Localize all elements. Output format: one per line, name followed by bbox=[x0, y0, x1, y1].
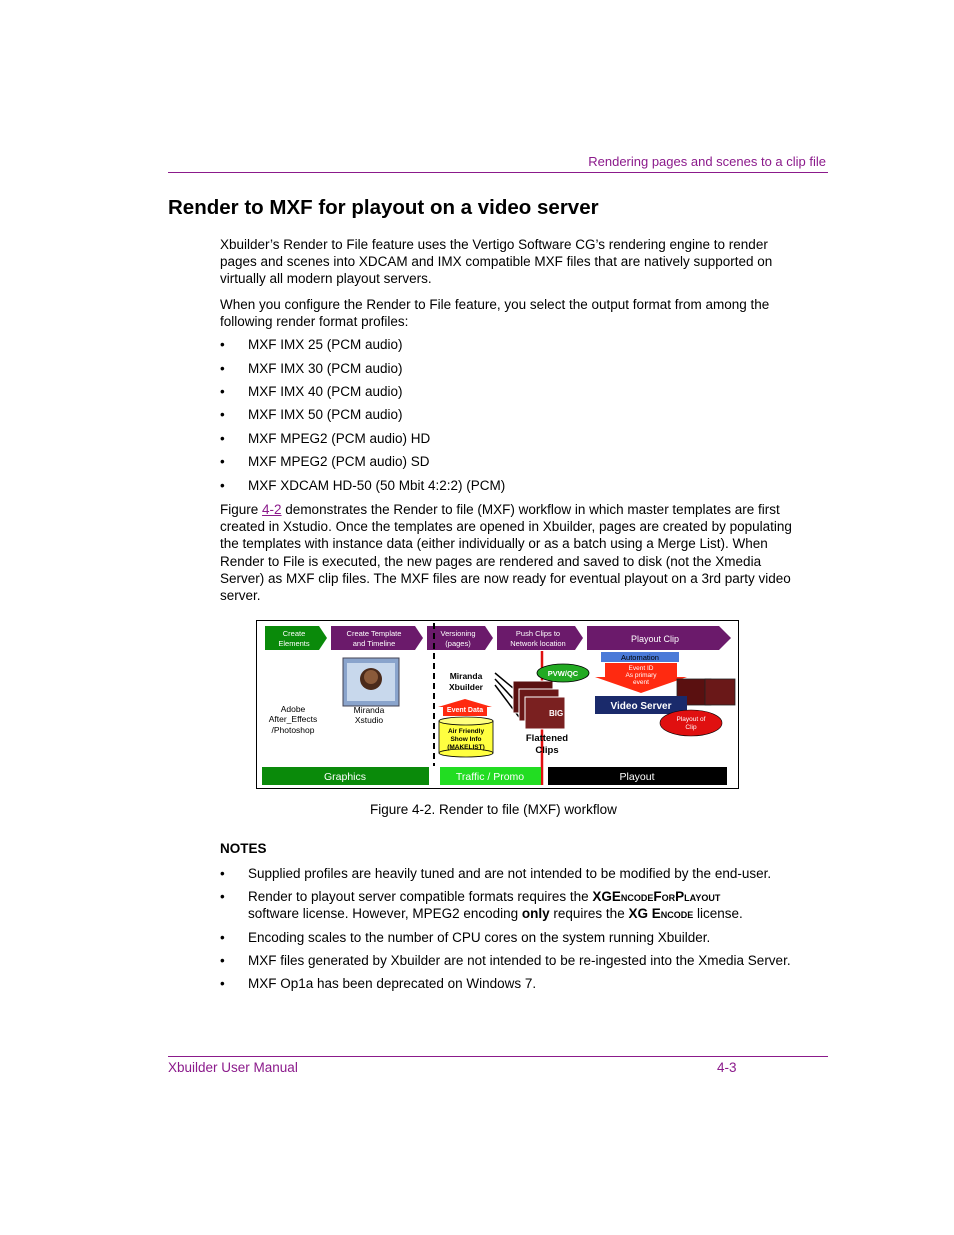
svg-text:Event ID: Event ID bbox=[628, 665, 654, 672]
svg-text:and Timeline: and Timeline bbox=[352, 639, 396, 648]
svg-text:Automation: Automation bbox=[621, 653, 659, 662]
svg-text:Flattened: Flattened bbox=[525, 733, 569, 744]
svg-text:PVW/QC: PVW/QC bbox=[547, 669, 579, 678]
svg-text:Miranda: Miranda bbox=[449, 671, 483, 681]
footer-manual-title: Xbuilder User Manual bbox=[168, 1060, 298, 1075]
running-header: Rendering pages and scenes to a clip file bbox=[588, 154, 826, 169]
svg-text:(pages): (pages) bbox=[445, 639, 471, 648]
workflow-diagram bbox=[257, 621, 738, 788]
svg-text:Xbuilder: Xbuilder bbox=[448, 682, 484, 692]
svg-text:Playout: Playout bbox=[619, 771, 655, 783]
svg-text:Create: Create bbox=[282, 629, 306, 638]
paragraph-workflow: Figure 4-2 demonstrates the Render to file (MXF) workflow in which master templates are first created in Xstudio. Once the templates are opened in Xbuilder, pages are created by populating the templates with instance data (either individually or as a batch using a Merge List). When Render to File is executed, the new pages are rendered and saved to disk (not the Xmedia Server) as MXF clip files. The MXF files are now ready for eventual playout on a 3rd party video server. bbox=[220, 502, 792, 604]
paragraph-profiles-intro: When you configure the Render to File feature, you select the output format from among the following render format profiles: bbox=[220, 297, 770, 330]
footer-rule bbox=[168, 1056, 828, 1057]
svg-text:Graphics: Graphics bbox=[323, 771, 367, 783]
svg-text:Elements: Elements bbox=[278, 639, 310, 648]
svg-text:Show Info: Show Info bbox=[450, 736, 482, 743]
section-title: Render to MXF for playout on a video server bbox=[168, 196, 599, 219]
svg-text:/Photoshop: /Photoshop bbox=[271, 725, 315, 735]
notes-heading: NOTES bbox=[220, 841, 267, 856]
playout-of-clip-badge bbox=[660, 710, 722, 736]
svg-text:(MAKELIST): (MAKELIST) bbox=[447, 744, 485, 751]
svg-text:BIG: BIG bbox=[549, 709, 564, 718]
svg-text:Xstudio: Xstudio bbox=[354, 715, 384, 725]
svg-text:Create Template: Create Template bbox=[346, 629, 402, 638]
svg-text:Event Data: Event Data bbox=[446, 707, 484, 714]
svg-text:Adobe: Adobe bbox=[280, 704, 306, 714]
header-rule bbox=[168, 172, 828, 173]
svg-text:Versioning: Versioning bbox=[440, 629, 476, 638]
workflow-figure bbox=[256, 620, 739, 789]
svg-text:Clip: Clip bbox=[685, 724, 697, 731]
svg-text:Network location: Network location bbox=[510, 639, 566, 648]
svg-text:Miranda: Miranda bbox=[353, 705, 385, 715]
svg-text:Air Friendly: Air Friendly bbox=[447, 728, 485, 735]
svg-text:event: event bbox=[633, 679, 649, 686]
svg-text:Playout of: Playout of bbox=[676, 716, 706, 723]
paragraph-intro: Xbuilder’s Render to File feature uses the Vertigo Software CG’s rendering engine to render pages and scenes into XDCAM and IMX compatible MXF files that are natively supported on virtually all modern playout servers. bbox=[220, 237, 773, 287]
clip-thumbnail bbox=[705, 679, 735, 705]
svg-text:Clips: Clips bbox=[535, 745, 559, 756]
svg-text:Video Server: Video Server bbox=[610, 701, 672, 712]
svg-text:Playout Clip: Playout Clip bbox=[630, 634, 680, 644]
svg-text:Push Clips to: Push Clips to bbox=[515, 629, 561, 638]
figure-caption: Figure 4-2. Render to file (MXF) workflow bbox=[370, 802, 617, 817]
svg-text:After_Effects: After_Effects bbox=[268, 714, 318, 724]
figure-link[interactable]: 4-2 bbox=[262, 502, 282, 517]
svg-text:As primary: As primary bbox=[625, 672, 657, 679]
footer-page-number: 4-3 bbox=[717, 1060, 737, 1075]
svg-text:Traffic / Promo: Traffic / Promo bbox=[455, 771, 525, 783]
